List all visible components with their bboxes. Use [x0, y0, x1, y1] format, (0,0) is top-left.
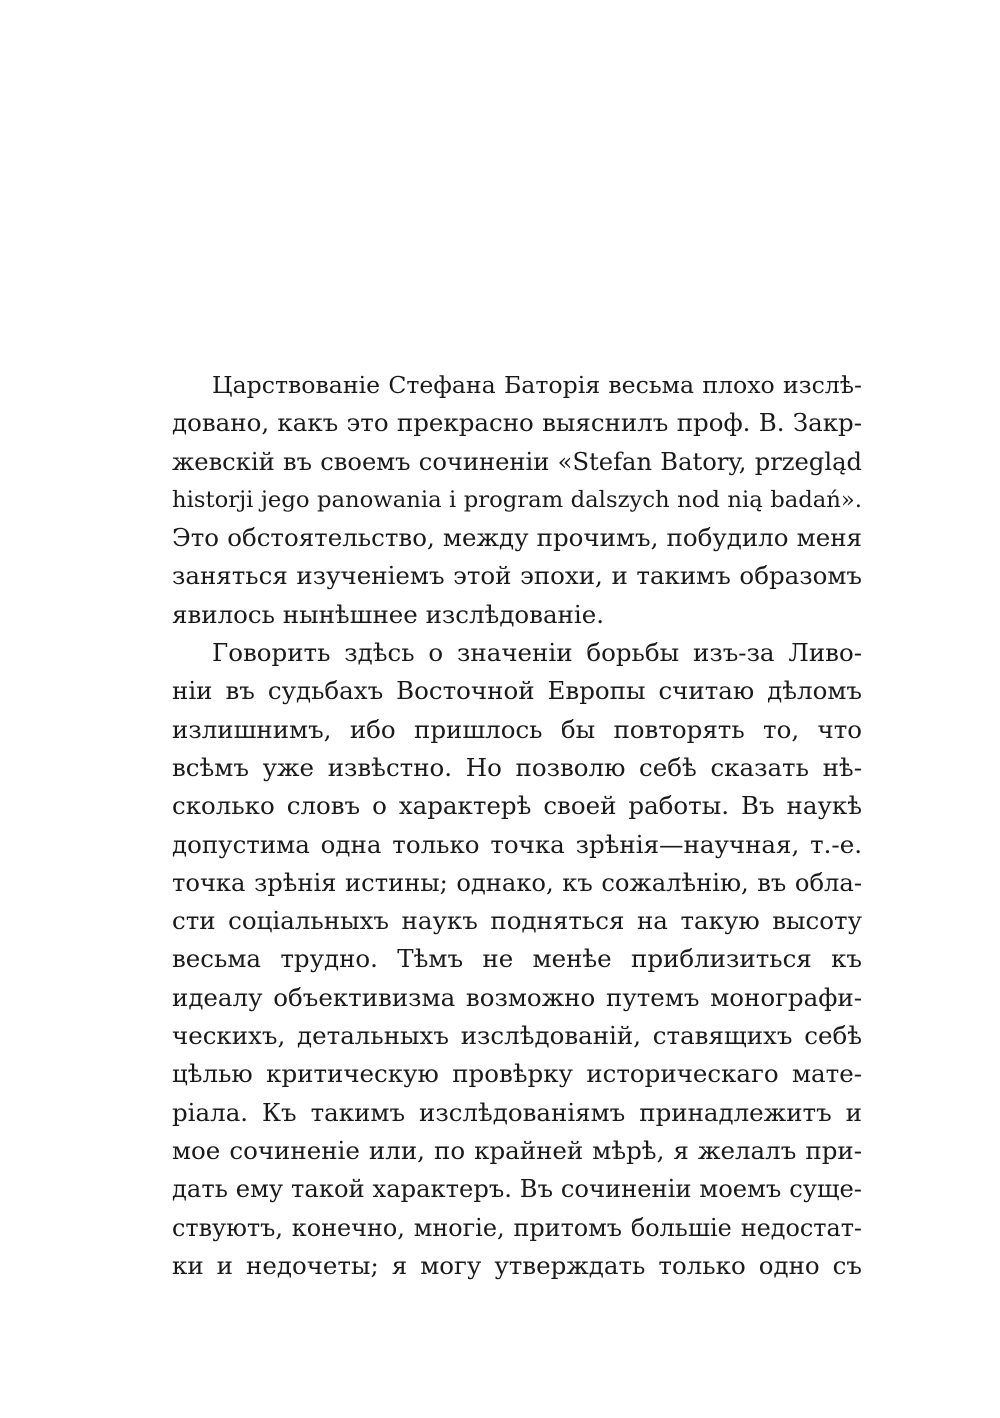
paragraph-1-line-3: жевскій въ своемъ сочиненіи «Stefan Batory, przegląd [172, 447, 862, 476]
paragraph-2-line-8: сти соціальныхъ наукъ подняться на такую высоту [172, 906, 862, 936]
paragraph-2-line-4: всѣмъ уже извѣстно. Но позволю себѣ сказать нѣ- [172, 752, 862, 782]
paragraph-2-line-16: ствуютъ, конечно, многіе, притомъ большіе недостат- [172, 1213, 862, 1242]
paragraph-2-line-1: Говорить здѣсь о значеніи борьбы изъ-за Ливо- [212, 638, 862, 668]
paragraph-2-line-6: допустима одна только точка зрѣнія—научная, т.-е. [172, 829, 862, 859]
paragraph-2-line-17: ки и недочеты; я могу утверждать только одно съ [172, 1250, 862, 1280]
paragraph-2-line-14: мое сочиненіе или, по крайней мѣрѣ, я желалъ при- [172, 1135, 862, 1165]
paragraph-1-line-6: заняться изученіемъ этой эпохи, и такимъ образомъ [172, 561, 862, 591]
paragraph-2-line-12: цѣлью критическую провѣрку историческаго мате- [172, 1059, 862, 1089]
paragraph-2-line-10: идеалу объективизма возможно путемъ монографи- [172, 982, 862, 1012]
paragraph-1-line-5: Это обстоятельство, между прочимъ, побудило меня [172, 523, 862, 553]
paragraph-2-line-3: излишнимъ, ибо пришлось бы повторять то, что [172, 714, 862, 744]
paragraph-1-line-4: historji jego panowania i program dalszych nod nią badań». [172, 486, 862, 513]
paragraph-2-line-13: ріала. Къ такимъ изслѣдованіямъ принадлежитъ и [172, 1097, 862, 1127]
paragraph-2-line-2: ніи въ судьбахъ Восточной Европы считаю дѣломъ [172, 676, 862, 706]
paragraph-2-line-11: ческихъ, детальныхъ изслѣдованій, ставящихъ себѣ [172, 1021, 862, 1051]
paragraph-2-line-7: точка зрѣнія истины; однако, къ сожалѣнію, въ обла- [172, 868, 862, 897]
paragraph-2-line-9: весьма трудно. Тѣмъ не менѣе приблизиться къ [172, 944, 862, 974]
paragraph-1-line-2: довано, какъ это прекрасно выяснилъ проф. В. Закр- [172, 408, 862, 438]
paragraph-1-line-7: явилось нынѣшнее изслѣдованіе. [172, 599, 605, 629]
paragraph-2-line-5: сколько словъ о характерѣ своей работы. Въ наукѣ [172, 791, 862, 821]
paragraph-1-line-1: Царствованіе Стефана Баторія весьма плохо изслѣ- [212, 371, 862, 399]
body-text [172, 366, 862, 1285]
paragraph-2-line-15: дать ему такой характеръ. Въ сочиненіи моемъ суще- [172, 1175, 862, 1204]
